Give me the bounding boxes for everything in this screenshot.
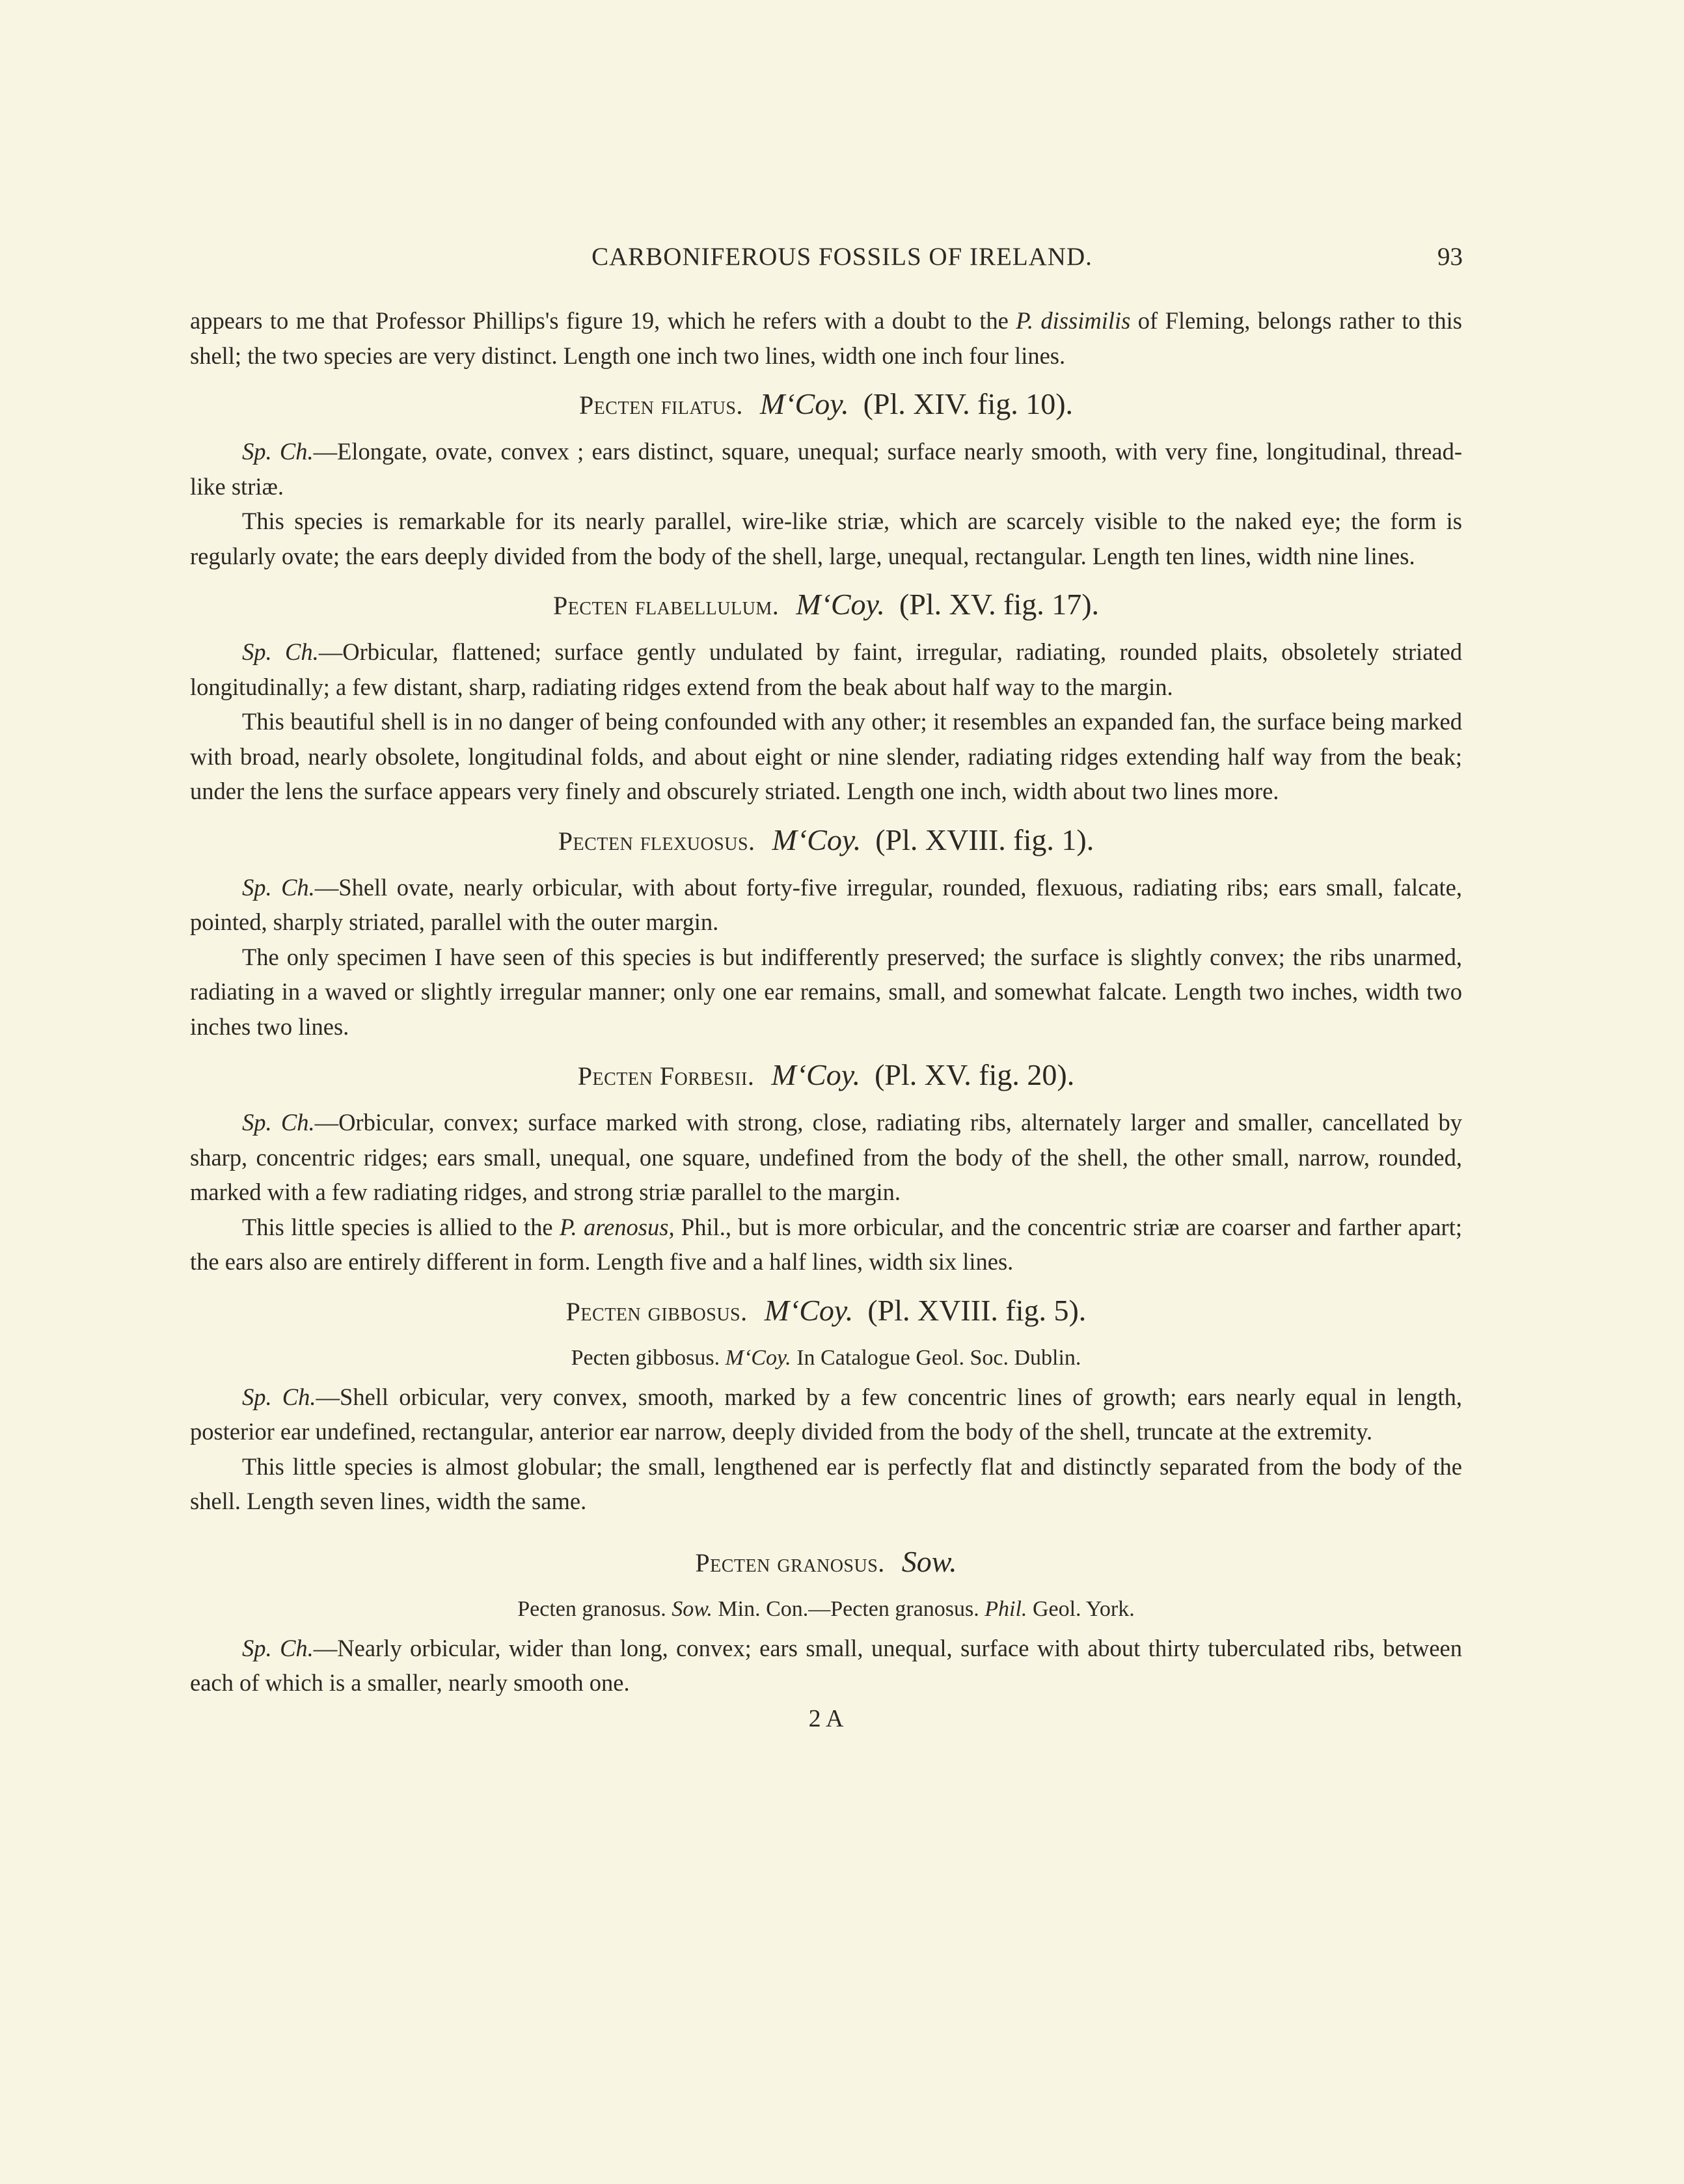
species-name: Pecten gibbosus. (565, 1296, 748, 1326)
species-author: M‘Coy. (759, 387, 849, 420)
sp-ch-label: Sp. Ch. (242, 873, 315, 901)
species-characters (190, 1380, 1462, 1449)
species-author: M‘Coy. (796, 588, 885, 621)
species-name: Pecten granosus. (695, 1548, 885, 1577)
plate-reference: (Pl. XIV. fig. 10). (863, 387, 1074, 420)
species-characters (190, 1105, 1462, 1210)
plate-reference: (Pl. XV. fig. 17). (899, 588, 1100, 621)
species-description (190, 1210, 1462, 1279)
species-author: M‘Coy. (771, 1058, 861, 1091)
page-number: 93 (1437, 243, 1463, 271)
species-description: This little species is almost globular; the small, lengthened ear is perfectly flat and distinctly separated from the body of the shell. Length seven lines, width the same. (190, 1453, 1462, 1514)
text-run: of Fleming, belongs rather to this shell; the two species are very distinct. Length one inch two lines, width one inch four lines. (190, 307, 1462, 369)
species-name: Pecten flabellulum. (552, 591, 780, 620)
synonymy-line (190, 1592, 1462, 1627)
species-heading-flabellulum (190, 579, 1462, 632)
sp-ch-label: Sp. Ch. (242, 1109, 315, 1136)
species-author: M‘Coy. (764, 1293, 854, 1327)
species-name-italic: P. arenosus, (559, 1213, 675, 1240)
synonymy-line (190, 1341, 1462, 1376)
species-description: This species is remarkable for its nearly parallel, wire-like striæ, which are scarcely visible to the naked eye; the form is regularly ovate; the ears deeply divided from the body of the shell, large, unequal, rectangular. Length ten lines, width nine lines. (190, 508, 1462, 569)
running-title: CARBONIFEROUS FOSSILS OF IRELAND. (591, 243, 1093, 271)
plate-reference: (Pl. XV. fig. 20). (875, 1058, 1075, 1091)
species-characters (190, 870, 1462, 940)
species-heading-forbesii (190, 1049, 1462, 1102)
text-run: —Elongate, ovate, convex ; ears distinct, square, unequal; surface nearly smooth, with very fine, longitudinal, thread-like striæ. (190, 438, 1462, 500)
species-characters (190, 635, 1462, 704)
species-heading-filatus (190, 378, 1462, 431)
species-name: Pecten filatus. (578, 390, 743, 420)
species-characters (190, 1631, 1462, 1700)
text-run: Phil., but is more orbicular, and the concentric striæ are coarser and farther apart; the ears also are entirely different in form. Length five and a half lines, width six lines. (190, 1213, 1462, 1275)
author-italic: Phil. (985, 1596, 1027, 1621)
author-italic: M‘Coy. (725, 1345, 791, 1370)
species-description: This beautiful shell is in no danger of being confounded with any other; it resembles an expanded fan, the surface being marked with broad, nearly obsolete, longitudinal folds, and about eight or nine slender, radiating ridges extending half way from the beak; under the lens the surface appears very finely and obscurely striated. Length one inch, width about two lines more. (190, 708, 1462, 804)
species-name: Pecten Forbesii. (577, 1061, 755, 1091)
plate-reference: (Pl. XVIII. fig. 5). (867, 1293, 1087, 1327)
running-head (0, 242, 1684, 281)
text-run: Min. Con.—Pecten granosus. (712, 1596, 985, 1621)
text-run: —Orbicular, flattened; surface gently undulated by faint, irregular, radiating, rounded plaits, obsoletely striated longitudinally; a few distant, sharp, radiating ridges extend from the beak about half way to the margin. (190, 638, 1462, 700)
text-run: In Catalogue Geol. Soc. Dublin. (791, 1345, 1081, 1370)
species-name-italic: P. dissimilis (1016, 307, 1131, 334)
species-author: Sow. (901, 1544, 957, 1578)
sp-ch-label: Sp. Ch. (242, 438, 314, 465)
text-run: —Nearly orbicular, wider than long, convex; ears small, unequal, surface with about thirty tuberculated ribs, between each of which is a smaller, nearly smooth one. (190, 1634, 1462, 1696)
sp-ch-label: Sp. Ch. (242, 1383, 316, 1410)
signature-mark: 2 A (808, 1704, 844, 1732)
species-name: Pecten flexuosus. (558, 826, 755, 856)
page-body (190, 303, 1462, 1737)
plate-reference: (Pl. XVIII. fig. 1). (875, 823, 1094, 856)
text-run: Geol. York. (1027, 1596, 1135, 1621)
text-run: —Shell orbicular, very convex, smooth, marked by a few concentric lines of growth; ears nearly equal in length, posterior ear undefined, rectangular, anterior ear narrow, deeply divided from the body of the shell, truncate at the extremity. (190, 1383, 1462, 1445)
author-italic: Sow. (672, 1596, 713, 1621)
species-description: The only specimen I have seen of this species is but indifferently preserved; the surface is slightly convex; the ribs unarmed, radiating in a waved or slightly irregular manner; only one ear remains, small, and somewhat falcate. Length two inches, width two inches two lines. (190, 943, 1462, 1040)
text-run: —Orbicular, convex; surface marked with strong, close, radiating ribs, alternately larger and smaller, cancellated by sharp, concentric ridges; ears small, unequal, one square, undefined from the body of the shell, the other small, narrow, rounded, marked with a few radiating ridges, and strong striæ parallel to the margin. (190, 1109, 1462, 1205)
species-characters (190, 434, 1462, 504)
text-run: appears to me that Professor Phillips's figure 19, which he refers with a doubt to the (190, 307, 1016, 334)
species-author: M‘Coy. (772, 823, 862, 856)
species-heading-granosus (190, 1536, 1462, 1589)
sp-ch-label: Sp. Ch. (242, 1634, 314, 1661)
species-heading-gibbosus (190, 1285, 1462, 1338)
text-run: —Shell ovate, nearly orbicular, with about forty-five irregular, rounded, flexuous, radiating ribs; ears small, falcate, pointed, sharply striated, parallel with the outer margin. (190, 873, 1462, 935)
intro-paragraph (190, 303, 1462, 373)
text-run: This little species is allied to the (242, 1213, 560, 1240)
sp-ch-label: Sp. Ch. (242, 638, 319, 665)
text-run: Pecten gibbosus. (571, 1345, 726, 1370)
species-heading-flexuosus (190, 814, 1462, 867)
text-run: Pecten granosus. (517, 1596, 672, 1621)
